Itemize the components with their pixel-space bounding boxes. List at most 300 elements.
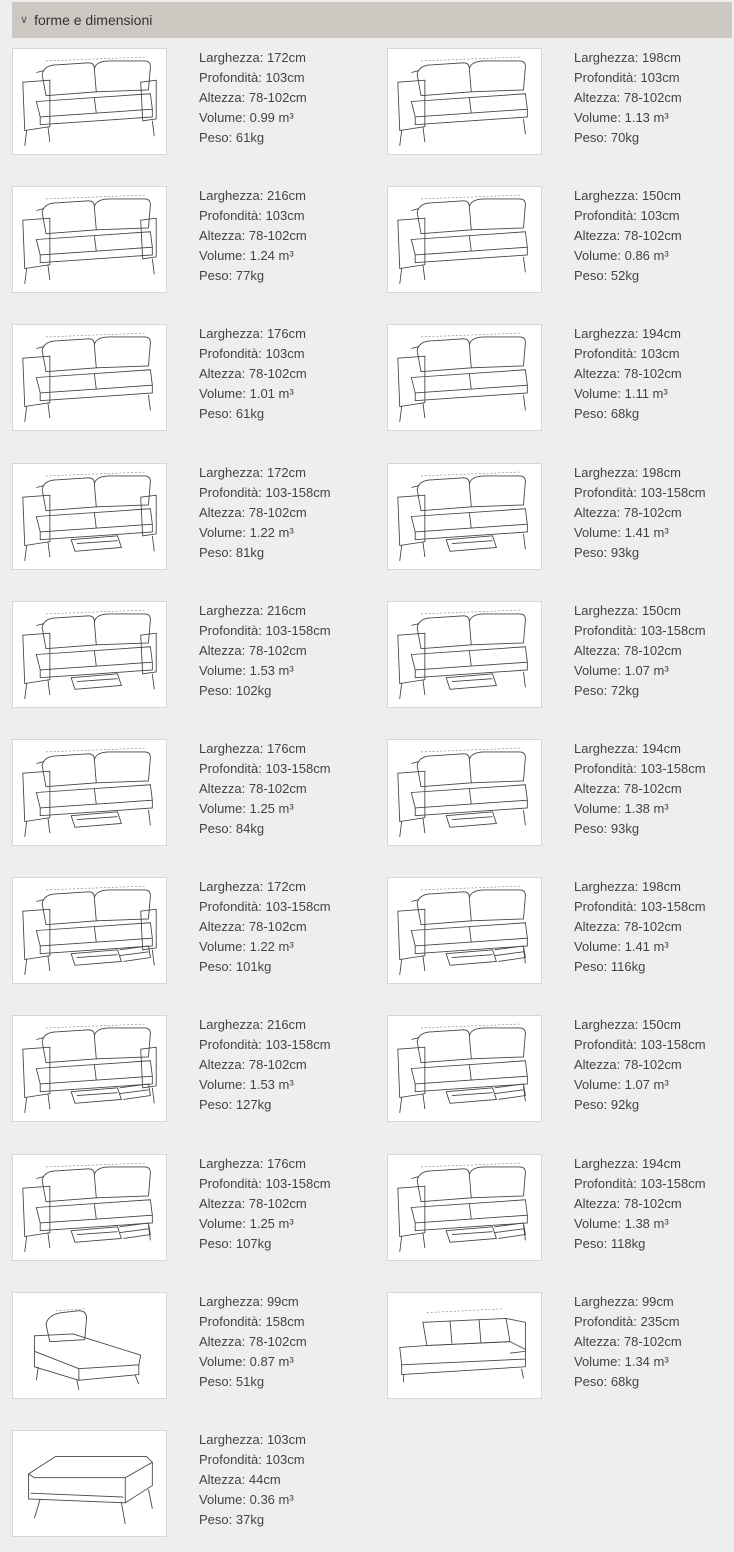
spec-depth-value: 103-158cm [640, 1037, 706, 1053]
spec-weight-label: Peso: [574, 406, 608, 422]
spec-width-value: 150cm [641, 188, 681, 204]
product-item [12, 877, 372, 987]
spec-volume-label: Volume: [199, 110, 246, 125]
spec-height [199, 641, 331, 661]
chevron-down-icon: ∨ [20, 13, 29, 26]
product-thumbnail[interactable] [387, 1154, 542, 1261]
spec-weight-value: 37kg [235, 1512, 265, 1527]
product-item [387, 601, 734, 711]
spec-weight [199, 1095, 331, 1115]
spec-depth-label: Profondità: [199, 1313, 262, 1329]
spec-width-label: Larghezza: [574, 1293, 639, 1309]
product-specs [574, 877, 706, 977]
product-item [387, 877, 734, 987]
spec-volume-label: Volume: [199, 1077, 246, 1093]
product-item [12, 1154, 372, 1264]
spec-volume [199, 1490, 306, 1510]
chaise-longue-icon [17, 1296, 162, 1395]
spec-width-value: 99cm [266, 1293, 299, 1309]
product-thumbnail[interactable] [12, 739, 167, 846]
spec-depth-label: Profondità: [574, 622, 637, 638]
spec-weight-value: 68kg [610, 1373, 640, 1389]
spec-depth-label: Profondità: [574, 70, 637, 85]
spec-weight [199, 819, 331, 839]
spec-width-label: Larghezza: [199, 1155, 264, 1171]
spec-volume-value: 1.38 m³ [624, 1215, 669, 1231]
spec-weight-value: 70kg [610, 130, 640, 145]
product-thumbnail[interactable] [387, 1292, 542, 1399]
spec-width [199, 877, 331, 897]
product-thumbnail[interactable] [387, 739, 542, 846]
spec-depth [574, 1035, 706, 1055]
spec-weight-label: Peso: [574, 1235, 608, 1251]
section-header-forme-dimensioni[interactable] [12, 2, 732, 38]
spec-height-value: 78-102cm [623, 504, 682, 520]
sofa-double-recliner-left-arm-icon [392, 1019, 537, 1118]
spec-volume-value: 1.41 m³ [624, 939, 669, 955]
spec-volume-value: 1.38 m³ [624, 801, 669, 816]
ottoman-pouf-icon [17, 1434, 162, 1533]
spec-width-value: 172cm [266, 50, 306, 65]
spec-width [199, 186, 307, 206]
spec-depth [199, 897, 331, 917]
spec-height [574, 779, 706, 799]
spec-weight-label: Peso: [574, 682, 608, 698]
spec-weight [574, 1234, 706, 1254]
spec-height-label: Altezza: [199, 1333, 246, 1349]
spec-volume-label: Volume: [199, 801, 246, 816]
spec-depth-label: Profondità: [574, 484, 637, 500]
product-item [12, 186, 372, 296]
spec-weight-label: Peso: [574, 268, 608, 284]
spec-height [199, 1055, 331, 1075]
spec-width-value: 194cm [641, 1155, 681, 1171]
spec-height-label: Altezza: [199, 1472, 246, 1487]
spec-depth-value: 103-158cm [640, 622, 706, 638]
spec-weight-value: 93kg [610, 821, 640, 836]
spec-depth-label: Profondità: [199, 484, 262, 500]
spec-height-value: 78-102cm [623, 781, 682, 796]
spec-weight-value: 107kg [235, 1235, 272, 1251]
product-thumbnail[interactable] [12, 324, 167, 431]
spec-depth-label: Profondità: [574, 208, 637, 224]
spec-volume-value: 1.24 m³ [249, 248, 294, 264]
spec-depth [574, 483, 706, 503]
spec-depth [574, 897, 706, 917]
sofa-recliner-left-arm-icon [17, 743, 162, 842]
product-specs [199, 48, 307, 148]
spec-volume [574, 523, 706, 543]
spec-volume-value: 1.25 m³ [249, 1215, 294, 1231]
spec-weight-value: 116kg [610, 959, 646, 975]
spec-volume-label: Volume: [574, 386, 621, 402]
spec-weight-label: Peso: [574, 1097, 608, 1113]
spec-height [574, 503, 706, 523]
spec-depth-value: 103-158cm [640, 761, 706, 776]
spec-weight-value: 68kg [610, 406, 640, 422]
product-thumbnail[interactable] [12, 1292, 167, 1399]
corner-sofa-icon [392, 1296, 537, 1395]
spec-height-label: Altezza: [574, 90, 621, 105]
spec-volume-label: Volume: [574, 524, 621, 540]
spec-width-label: Larghezza: [199, 1017, 264, 1033]
spec-height-value: 78-102cm [248, 781, 307, 796]
spec-weight [574, 128, 682, 148]
spec-height-label: Altezza: [199, 228, 246, 244]
spec-weight-value: 51kg [235, 1373, 265, 1389]
spec-width-value: 150cm [641, 602, 681, 618]
spec-height [574, 364, 682, 384]
spec-weight [574, 266, 682, 286]
spec-weight [574, 681, 706, 701]
spec-volume [199, 937, 331, 957]
product-thumbnail[interactable] [387, 601, 542, 708]
spec-height-value: 78-102cm [248, 90, 307, 105]
spec-weight-value: 84kg [235, 821, 265, 836]
spec-height [199, 1194, 331, 1214]
spec-height-label: Altezza: [574, 504, 621, 520]
spec-weight-label: Peso: [199, 544, 233, 560]
spec-depth-label: Profondità: [199, 899, 262, 915]
product-thumbnail[interactable] [387, 877, 542, 984]
product-thumbnail[interactable] [12, 601, 167, 708]
spec-weight [199, 957, 331, 977]
product-specs [574, 739, 706, 839]
spec-height-label: Altezza: [574, 919, 621, 935]
spec-depth-label: Profondità: [574, 1037, 637, 1053]
spec-height-value: 78-102cm [248, 1057, 307, 1073]
spec-volume-value: 1.41 m³ [624, 524, 669, 540]
spec-depth-value: 103-158cm [640, 1175, 706, 1191]
spec-volume [199, 1075, 331, 1095]
product-thumbnail[interactable] [387, 463, 542, 570]
product-thumbnail[interactable] [12, 1154, 167, 1261]
spec-width-label: Larghezza: [574, 1155, 639, 1171]
spec-weight [574, 957, 706, 977]
spec-width [199, 324, 307, 344]
spec-height [574, 1055, 706, 1075]
product-item [387, 1154, 734, 1264]
spec-volume-label: Volume: [574, 248, 621, 264]
spec-depth [199, 68, 307, 88]
spec-height-value: 78-102cm [623, 1057, 682, 1073]
spec-height-label: Altezza: [574, 1195, 621, 1211]
spec-depth [574, 68, 682, 88]
spec-depth [199, 1312, 307, 1332]
sofa-double-recliner-left-arm-icon [392, 881, 537, 980]
spec-width [574, 739, 706, 759]
spec-depth-value: 103-158cm [265, 899, 331, 915]
product-thumbnail[interactable] [387, 324, 542, 431]
spec-width [574, 463, 706, 483]
spec-weight-value: 127kg [235, 1097, 272, 1113]
product-specs [199, 1430, 306, 1530]
spec-depth-label: Profondità: [199, 761, 262, 776]
spec-height [199, 779, 331, 799]
product-item [12, 1292, 372, 1402]
spec-volume-label: Volume: [199, 939, 246, 955]
spec-width-value: 103cm [266, 1432, 306, 1447]
spec-width [574, 186, 682, 206]
spec-weight-label: Peso: [199, 268, 233, 284]
spec-height [199, 503, 331, 523]
spec-depth [199, 1174, 331, 1194]
spec-depth-label: Profondità: [574, 1175, 637, 1191]
product-thumbnail[interactable] [387, 1015, 542, 1122]
spec-depth [199, 759, 331, 779]
spec-width-value: 176cm [266, 1155, 306, 1171]
spec-volume [574, 799, 706, 819]
spec-width [574, 1292, 682, 1312]
spec-width [574, 877, 706, 897]
spec-volume-value: 1.53 m³ [249, 662, 294, 678]
spec-volume [199, 523, 331, 543]
spec-volume-value: 1.22 m³ [249, 939, 294, 955]
spec-weight-value: 118kg [610, 1235, 646, 1251]
spec-volume [574, 661, 706, 681]
spec-height-value: 78-102cm [248, 366, 307, 382]
spec-depth-label: Profondità: [199, 70, 262, 85]
spec-depth-value: 103-158cm [265, 761, 331, 776]
product-thumbnail[interactable] [12, 1430, 167, 1537]
product-specs [199, 463, 331, 563]
spec-height-label: Altezza: [199, 504, 246, 520]
product-specs [199, 186, 307, 286]
product-item [12, 463, 372, 573]
spec-depth [199, 206, 307, 226]
product-specs [574, 1292, 682, 1392]
spec-weight-value: 61kg [235, 130, 265, 145]
spec-height-label: Altezza: [574, 642, 621, 658]
spec-height-label: Altezza: [199, 642, 246, 658]
spec-width [199, 1430, 306, 1450]
sofa-two-seat-left-arm-icon [392, 52, 537, 151]
spec-height [199, 1332, 307, 1352]
spec-height-value: 78-102cm [623, 1333, 682, 1349]
spec-volume-value: 1.22 m³ [249, 524, 294, 540]
product-specs [199, 1292, 307, 1392]
spec-depth-label: Profondità: [199, 1037, 262, 1053]
spec-volume-label: Volume: [199, 1215, 246, 1231]
product-thumbnail[interactable] [387, 186, 542, 293]
spec-height [199, 1470, 306, 1490]
spec-depth-value: 158cm [265, 1313, 305, 1329]
product-thumbnail[interactable] [12, 186, 167, 293]
spec-width-label: Larghezza: [199, 50, 264, 65]
spec-weight [199, 1234, 331, 1254]
spec-height-value: 78-102cm [248, 228, 307, 244]
spec-width-label: Larghezza: [574, 741, 639, 756]
sofa-recliner-left-arm-icon [392, 467, 537, 566]
spec-depth-value: 103-158cm [265, 1175, 331, 1191]
spec-volume [574, 108, 682, 128]
product-item [387, 186, 734, 296]
product-item [387, 324, 734, 434]
spec-height-value: 78-102cm [623, 919, 682, 935]
spec-depth-label: Profondità: [574, 1313, 637, 1329]
spec-height-value: 78-102cm [248, 504, 307, 520]
spec-depth-value: 103-158cm [265, 484, 331, 500]
spec-depth [199, 344, 307, 364]
product-item [387, 739, 734, 849]
spec-width-label: Larghezza: [574, 50, 639, 65]
spec-height-value: 78-102cm [623, 228, 682, 244]
spec-depth-value: 103cm [640, 346, 680, 362]
product-thumbnail[interactable] [12, 48, 167, 155]
spec-width-label: Larghezza: [574, 188, 639, 204]
spec-volume-label: Volume: [574, 662, 621, 678]
spec-width [574, 48, 682, 68]
spec-height-label: Altezza: [574, 1333, 621, 1349]
spec-width-value: 150cm [641, 1017, 681, 1033]
spec-volume-label: Volume: [574, 801, 621, 816]
spec-width-label: Larghezza: [199, 602, 264, 618]
spec-width-label: Larghezza: [199, 326, 264, 342]
spec-depth [574, 1174, 706, 1194]
spec-weight-label: Peso: [199, 130, 233, 145]
spec-depth [199, 1035, 331, 1055]
spec-height-label: Altezza: [574, 228, 621, 244]
spec-volume [574, 937, 706, 957]
spec-weight-label: Peso: [574, 821, 608, 836]
spec-height-label: Altezza: [574, 1057, 621, 1073]
product-specs [199, 1154, 331, 1254]
spec-height [199, 88, 307, 108]
spec-weight-label: Peso: [199, 1512, 233, 1527]
spec-height-value: 78-102cm [248, 1333, 307, 1349]
spec-weight-value: 77kg [235, 268, 265, 284]
product-thumbnail[interactable] [387, 48, 542, 155]
spec-volume [574, 1352, 682, 1372]
spec-height-value: 78-102cm [623, 1195, 682, 1211]
spec-weight-label: Peso: [574, 130, 608, 145]
spec-height [574, 1194, 706, 1214]
product-thumbnail[interactable] [12, 877, 167, 984]
spec-height-label: Altezza: [199, 1195, 246, 1211]
spec-width-label: Larghezza: [199, 464, 264, 480]
spec-volume-value: 1.13 m³ [624, 110, 669, 125]
spec-volume-value: 1.01 m³ [249, 386, 294, 402]
sofa-double-recliner-both-arms-icon [17, 1019, 162, 1118]
spec-width-label: Larghezza: [199, 188, 264, 204]
spec-height [574, 1332, 682, 1352]
spec-width-value: 176cm [266, 326, 306, 342]
product-item [387, 1015, 734, 1125]
spec-width [199, 1292, 307, 1312]
spec-weight-label: Peso: [199, 1097, 233, 1113]
product-specs [574, 48, 682, 148]
spec-depth [574, 1312, 682, 1332]
spec-weight-value: 81kg [235, 544, 265, 560]
spec-weight-value: 102kg [235, 682, 272, 698]
spec-width [574, 1154, 706, 1174]
spec-volume [199, 384, 307, 404]
spec-weight-value: 92kg [610, 1097, 640, 1113]
spec-depth-value: 103-158cm [640, 899, 706, 915]
spec-weight-label: Peso: [199, 682, 233, 698]
spec-width-value: 172cm [266, 879, 306, 895]
spec-weight [574, 1372, 682, 1392]
sofa-recliner-left-arm-icon [392, 605, 537, 704]
spec-volume-label: Volume: [199, 1492, 246, 1507]
spec-volume [199, 246, 307, 266]
product-item [12, 1015, 372, 1125]
spec-height-value: 78-102cm [623, 366, 682, 382]
spec-width-value: 216cm [266, 188, 306, 204]
sofa-recliner-left-arm-icon [392, 743, 537, 842]
product-thumbnail[interactable] [12, 463, 167, 570]
spec-volume-label: Volume: [199, 662, 246, 678]
spec-height [574, 226, 682, 246]
sofa-two-seat-left-arm-icon [392, 328, 537, 427]
spec-depth [574, 206, 682, 226]
spec-width [199, 463, 331, 483]
spec-weight-value: 72kg [610, 682, 640, 698]
sofa-two-seat-both-arms-icon [17, 190, 162, 289]
spec-weight-value: 101kg [235, 959, 272, 975]
spec-volume-value: 1.34 m³ [624, 1353, 669, 1369]
product-item [387, 48, 734, 158]
spec-height [199, 917, 331, 937]
spec-height-value: 44cm [248, 1472, 281, 1487]
sofa-recliner-both-arms-icon [17, 605, 162, 704]
spec-weight-value: 52kg [610, 268, 640, 284]
spec-depth-label: Profondità: [199, 622, 262, 638]
spec-weight [199, 266, 307, 286]
spec-width-label: Larghezza: [574, 326, 639, 342]
spec-weight-label: Peso: [199, 1373, 233, 1389]
product-item [12, 48, 372, 158]
spec-volume-value: 1.25 m³ [249, 801, 294, 816]
spec-weight-label: Peso: [199, 406, 233, 422]
spec-width [199, 1015, 331, 1035]
spec-volume-value: 1.11 m³ [624, 386, 668, 402]
spec-depth [574, 344, 682, 364]
spec-weight [574, 1095, 706, 1115]
spec-volume [574, 246, 682, 266]
spec-weight-value: 93kg [610, 544, 640, 560]
product-item [387, 1292, 734, 1402]
spec-volume [199, 661, 331, 681]
product-thumbnail[interactable] [12, 1015, 167, 1122]
spec-height-value: 78-102cm [623, 642, 682, 658]
spec-volume [199, 799, 331, 819]
spec-width-label: Larghezza: [199, 879, 264, 895]
sofa-double-recliner-both-arms-icon [17, 881, 162, 980]
spec-depth-value: 103-158cm [265, 1037, 331, 1053]
spec-weight-label: Peso: [574, 959, 608, 975]
spec-depth-value: 103cm [265, 1452, 305, 1467]
spec-width-label: Larghezza: [199, 1293, 264, 1309]
spec-height [199, 226, 307, 246]
spec-weight [199, 543, 331, 563]
spec-width-value: 216cm [266, 1017, 306, 1033]
spec-depth [199, 1450, 306, 1470]
spec-width-value: 198cm [641, 879, 681, 895]
product-specs [574, 186, 682, 286]
spec-weight [199, 128, 307, 148]
spec-depth-label: Profondità: [199, 346, 262, 362]
spec-width-value: 216cm [266, 602, 306, 618]
spec-height-value: 78-102cm [248, 919, 307, 935]
spec-volume [199, 1214, 331, 1234]
spec-width-value: 172cm [266, 464, 306, 480]
spec-weight-value: 61kg [235, 406, 265, 422]
spec-depth-value: 103cm [265, 70, 305, 85]
spec-height-label: Altezza: [199, 366, 246, 382]
product-specs [199, 877, 331, 977]
spec-height-label: Altezza: [199, 90, 246, 105]
